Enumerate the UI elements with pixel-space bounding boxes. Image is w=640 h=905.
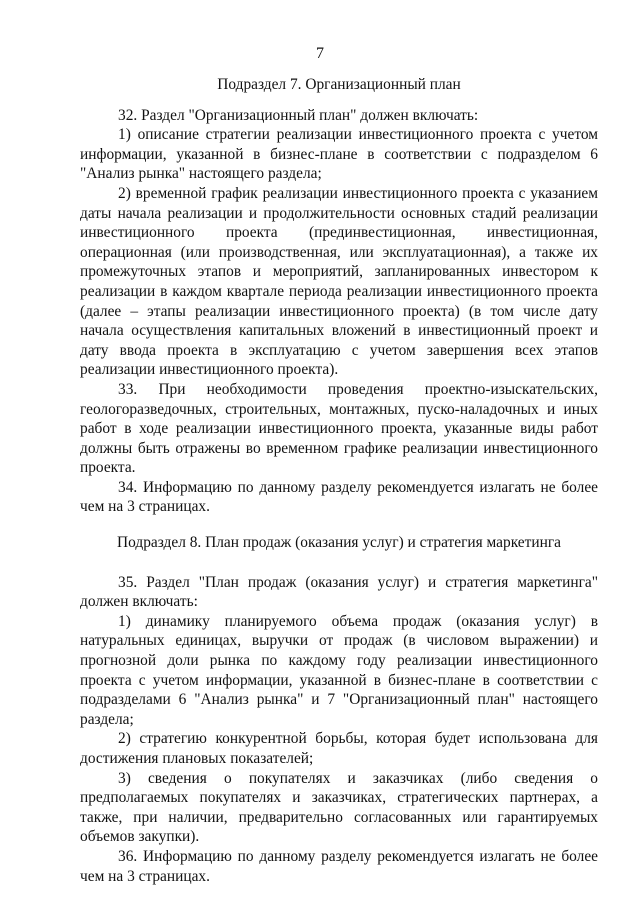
page-content (80, 75, 598, 886)
subsection-8-heading: Подраздел 8. План продаж (оказания услуг) и стратегия маркетинга (117, 534, 561, 552)
paragraph-35-item-3: 3) сведения о покупателях и заказчиках (либо сведения о предполагаемых покупателях и заказчиках, стратегических партнерах, а также, при наличии, предварительно согласованных или гарантируемых объемов закупки). (80, 769, 598, 846)
paragraph-35-item-1: 1) динамику планируемого объема продаж (оказания услуг) в натуральных единицах, выручки от продаж (в числовом выражении) и прогнозной доли рынка по каждому году реализации инвестиционного проекта с учетом информации, указанной в бизнес-плане в соответствии с подразделами 6 "Анализ рынка" и 7 "Организационный план" настоящего раздела; (80, 612, 598, 728)
page-number: 7 (316, 45, 324, 62)
paragraph-32-item-2: 2) временной график реализации инвестиционного проекта с указанием даты начала реализации и продолжительности основных стадий реализации инвестиционного проекта (прединвестиционная, инвестиционная, операционная (или производственная, или эксплуатационная), а также их промежуточных этапов и мероприятий, запланированных инвестором к реализации в каждом квартале периода реализации инвестиционного проекта (далее – этапы реализации инвестиционного проекта) (в том числе дату начала осуществления капитальных вложений в инвестиционный проект и дату ввода проекта в эксплуатацию с учетом завершения всех этапов реализации инвестиционного проекта). (80, 184, 598, 379)
subsection-7-heading: Подраздел 7. Организационный план (217, 76, 461, 93)
paragraph-32: 32. Раздел "Организационный план" должен включать: (118, 106, 479, 124)
paragraph-36: 36. Информацию по данному разделу рекомендуется излагать не более чем на 3 страницах. (80, 847, 598, 885)
paragraph-32-item-1: 1) описание стратегии реализации инвестиционного проекта с учетом информации, указанной в бизнес-плане в соответствии с подразделом 6 "Анализ рынка" настоящего раздела; (80, 126, 598, 183)
paragraph-34: 34. Информацию по данному разделу рекомендуется излагать не более чем на 3 страницах. (80, 478, 598, 516)
paragraph-35-item-2: 2) стратегию конкурентной борьбы, которая будет использована для достижения плановых показателей; (80, 730, 598, 767)
paragraph-33: 33. При необходимости проведения проектно-изыскательских, геологоразведочных, строительных, монтажных, пуско-наладочных и иных работ в ходе реализации инвестиционного проекта, указанные виды работ должны быть отражены во временном графике реализации инвестиционного проекта. (80, 380, 598, 477)
paragraph-35: 35. Раздел "План продаж (оказания услуг) и стратегия маркетинга" должен включать: (80, 573, 598, 611)
